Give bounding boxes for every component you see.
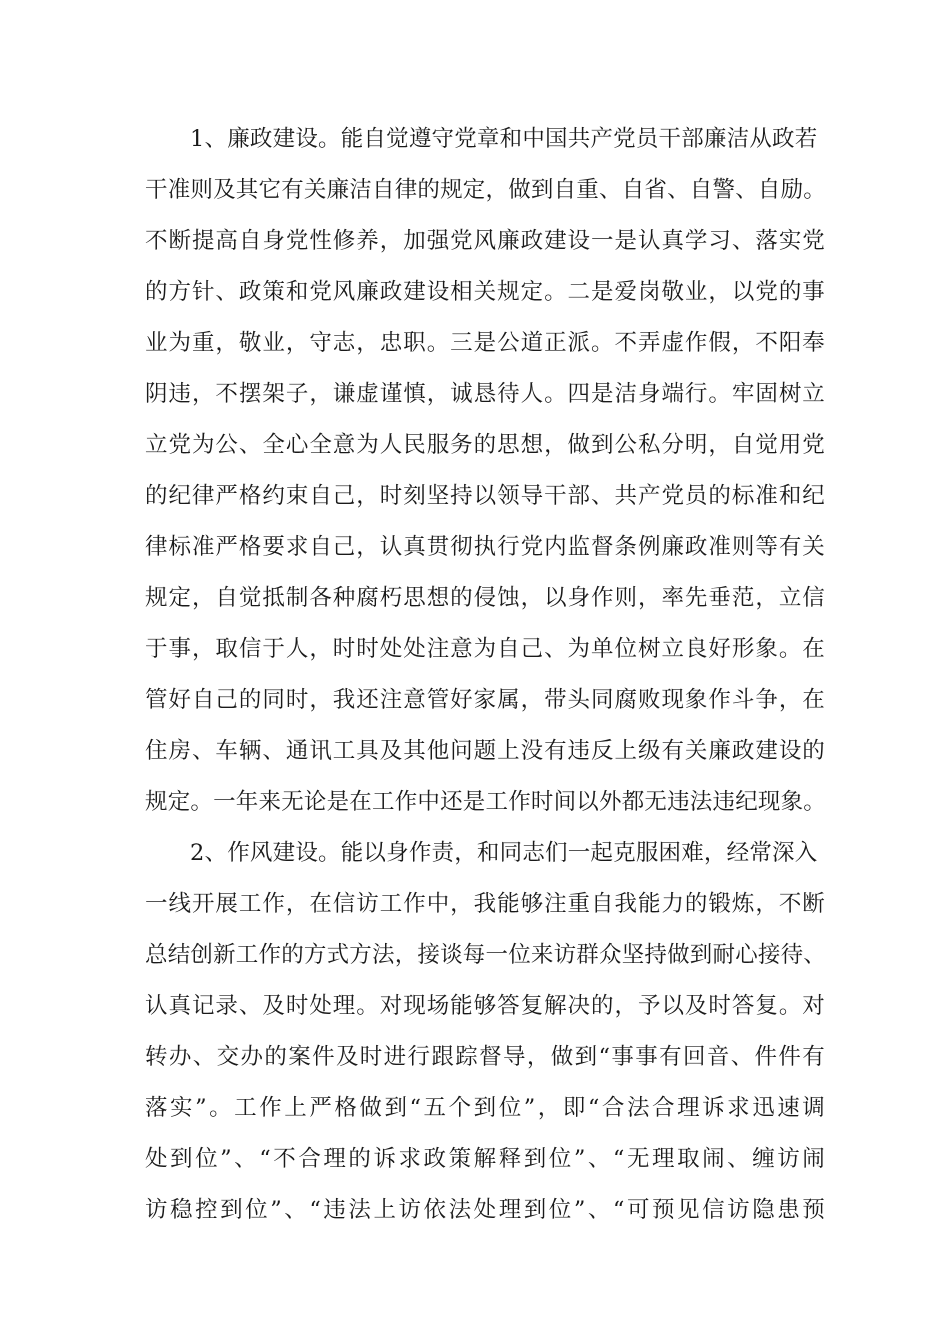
paragraph-1-line-7: 立党为公、全心全意为人民服务的思想，做到公私分明，自觉用党 — [145, 432, 825, 458]
paragraph-1-line-6: 阴违，不摆架子，谦虚谨慎，诚恳待人。四是洁身端行。牢固树立 — [145, 381, 825, 407]
paragraph-1-line-9: 律标准严格要求自己，认真贯彻执行党内监督条例廉政准则等有关 — [145, 534, 825, 560]
paragraph-2-line-7: 处到位”、“不合理的诉求政策解释到位”、“无理取闹、缠访闹 — [145, 1146, 825, 1172]
paragraph-2-line-2: 一线开展工作，在信访工作中，我能够注重自我能力的锻炼，不断 — [145, 891, 825, 917]
paragraph-2-line-8: 访稳控到位”、“违法上访依法处理到位”、“可预见信访隐患预 — [145, 1197, 825, 1223]
paragraph-2-line-1: 2、作风建设。能以身作责，和同志们一起克服困难，经常深入 — [190, 840, 818, 866]
paragraph-1-line-3: 不断提高自身党性修养，加强党风廉政建设一是认真学习、落实党 — [145, 228, 825, 254]
paragraph-1-line-1: 1、廉政建设。能自觉遵守党章和中国共产党员干部廉洁从政若 — [190, 126, 818, 152]
paragraph-1-line-4: 的方针、政策和党风廉政建设相关规定。二是爱岗敬业，以党的事 — [145, 279, 825, 305]
paragraph-1-line-8: 的纪律严格约束自己，时刻坚持以领导干部、共产党员的标准和纪 — [145, 483, 825, 509]
paragraph-2-line-4: 认真记录、及时处理。对现场能够答复解决的，予以及时答复。对 — [145, 993, 825, 1019]
paragraph-1-line-5: 业为重，敬业，守志，忠职。三是公道正派。不弄虚作假，不阳奉 — [145, 330, 825, 356]
paragraph-1-line-14: 规定。一年来无论是在工作中还是工作时间以外都无违法违纪现象。 — [145, 789, 827, 815]
paragraph-2-line-5: 转办、交办的案件及时进行跟踪督导，做到“事事有回音、件件有 — [145, 1044, 825, 1070]
paragraph-1-line-2: 干准则及其它有关廉洁自律的规定，做到自重、自省、自警、自励。 — [145, 177, 827, 203]
paragraph-1-line-13: 住房、车辆、通讯工具及其他问题上没有违反上级有关廉政建设的 — [145, 738, 825, 764]
paragraph-2-line-3: 总结创新工作的方式方法，接谈每一位来访群众坚持做到耐心接待、 — [145, 942, 827, 968]
paragraph-1-line-12: 管好自己的同时，我还注意管好家属，带头同腐败现象作斗争，在 — [145, 687, 825, 713]
paragraph-1-line-10: 规定，自觉抵制各种腐朽思想的侵蚀，以身作则，率先垂范，立信 — [145, 585, 825, 611]
paragraph-1-line-11: 于事，取信于人，时时处处注意为自己、为单位树立良好形象。在 — [145, 636, 825, 662]
paragraph-2-line-6: 落实”。工作上严格做到“五个到位”，即“合法合理诉求迅速调 — [145, 1095, 825, 1121]
